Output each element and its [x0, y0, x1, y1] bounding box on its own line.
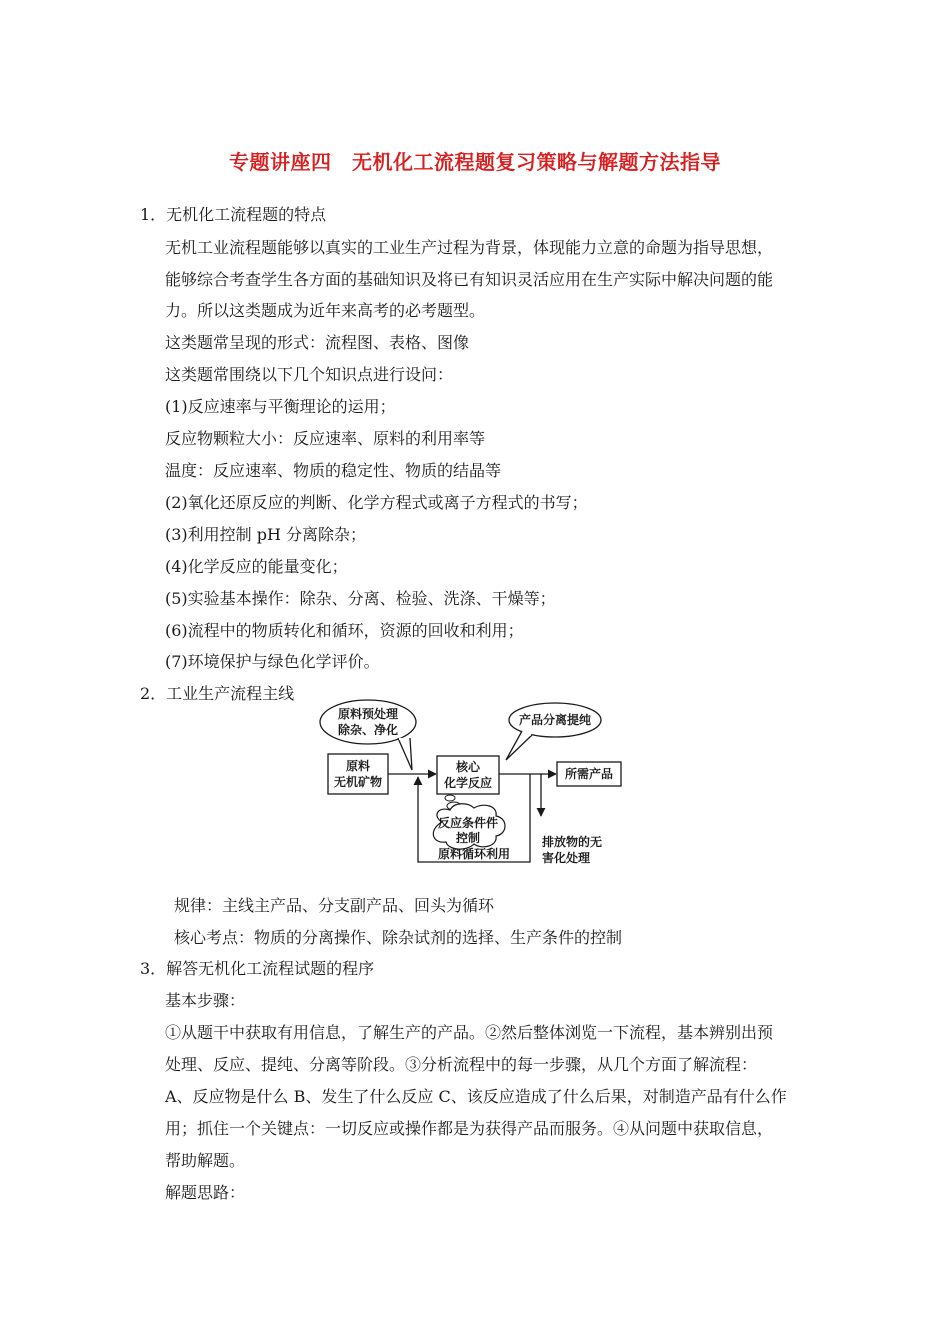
recycle-label: 原料循环利用 [437, 847, 511, 861]
paragraph-line: 用；抓住一个关键点：一切反应或操作都是为获得产品而服务。④从问题中获取信息， [165, 1119, 774, 1138]
conditions-label-1: 反应条件件 [437, 816, 499, 830]
list-item: (5)实验基本操作：除杂、分离、检验、洗涤、干燥等； [165, 589, 556, 608]
discharge-label-1: 排放物的无 [542, 835, 603, 849]
page-title: 专题讲座四 无机化工流程题复习策略与解题方法指导 [229, 150, 721, 174]
list-item: (7)环境保护与绿色化学评价。 [165, 652, 380, 671]
section-3-heading: 3．解答无机化工流程试题的程序 [140, 959, 375, 978]
product-box [557, 762, 621, 786]
paragraph-line: 处理、反应、提纯、分离等阶段。③分析流程中的每一步骤，从几个方面了解流程： [165, 1055, 758, 1074]
rule-line: 规律：主线主产品、分支副产品、回头为循环 [174, 896, 495, 915]
discharge-label-2: 害化处理 [542, 851, 591, 865]
conditions-cloud [433, 795, 505, 849]
product-label: 所需产品 [564, 767, 614, 781]
separation-bubble [506, 703, 601, 760]
paragraph-line: 能够综合考查学生各方面的基础知识及将已有知识灵活应用在生产实际中解决问题的能 [165, 270, 774, 289]
separation-label: 产品分离提纯 [518, 713, 592, 727]
paragraph-line: A、反应物是什么 B、发生了什么反应 C、该反应造成了什么后果，对制造产品有什么作 [165, 1087, 787, 1106]
points-intro: 这类题常围绕以下几个知识点进行设问： [165, 365, 454, 384]
paragraph-line: ①从题干中获取有用信息，了解生产的产品。②然后整体浏览一下流程，基本辨别出预 [165, 1023, 774, 1042]
forms-line: 这类题常呈现的形式：流程图、表格、图像 [165, 333, 470, 352]
conditions-label-2: 控制 [455, 831, 481, 845]
pretreat-label-2: 除杂、净化 [337, 723, 399, 737]
paragraph-line: 无机工业流程题能够以真实的工业生产过程为背景，体现能力立意的命题为指导思想， [165, 238, 774, 257]
pretreat-label-1: 原料预处理 [337, 707, 399, 721]
list-item: 反应物颗粒大小：反应速率、原料的利用率等 [165, 429, 486, 448]
list-item: (6)流程中的物质转化和循环，资源的回收和利用； [165, 621, 524, 640]
list-item: (2)氧化还原反应的判断、化学方程式或离子方程式的书写； [165, 493, 588, 512]
paragraph-line: 力。所以这类题成为近年来高考的必考题型。 [165, 301, 486, 320]
core-points-line: 核心考点：物质的分离操作、除杂试剂的选择、生产条件的控制 [174, 928, 623, 947]
core-label-2: 化学反应 [443, 776, 493, 790]
list-item: (4)化学反应的能量变化； [165, 557, 348, 576]
process-flow-diagram [318, 698, 638, 870]
basic-steps-label: 基本步骤： [165, 991, 246, 1010]
raw-label-2: 无机矿物 [333, 775, 383, 789]
approach-label: 解题思路： [165, 1183, 246, 1202]
section-1-heading: 1．无机化工流程题的特点 [140, 205, 327, 224]
raw-label-1: 原料 [345, 759, 371, 773]
core-label-1: 核心 [455, 760, 481, 774]
paragraph-line: 帮助解题。 [165, 1151, 246, 1170]
list-item: (1)反应速率与平衡理论的运用； [165, 397, 396, 416]
list-item: 温度：反应速率、物质的稳定性、物质的结晶等 [165, 461, 502, 480]
section-2-heading: 2．工业生产流程主线 [140, 684, 295, 703]
raw-material-box [328, 754, 388, 794]
list-item: (3)利用控制 pH 分离除杂； [165, 525, 367, 544]
core-reaction-box [437, 756, 499, 794]
